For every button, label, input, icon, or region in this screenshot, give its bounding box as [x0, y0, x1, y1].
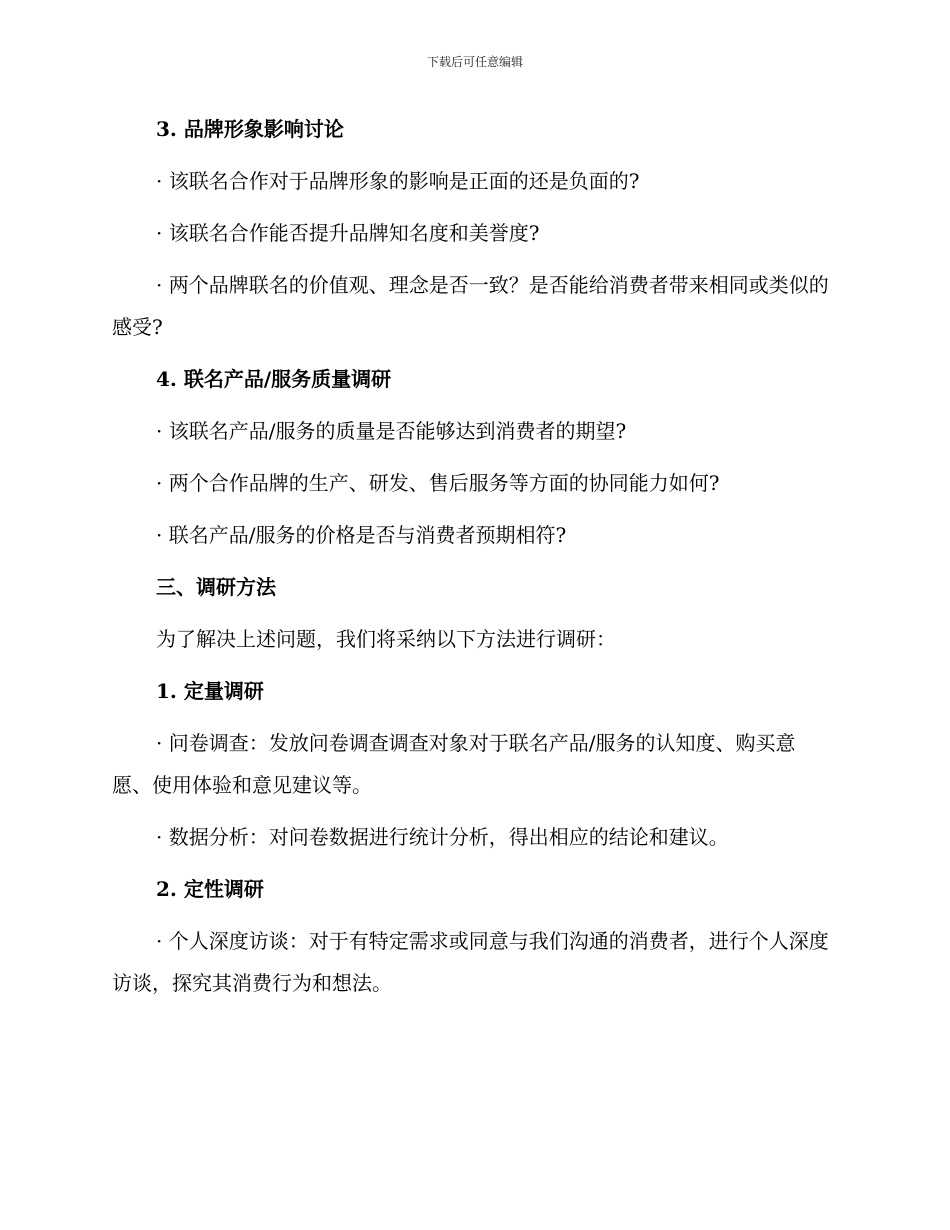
section-heading-qualitative: 2. 定性调研	[156, 877, 264, 901]
bullet-item: · 两个品牌联名的价值观、理念是否一致？是否能给消费者带来相同或类似的感受?	[112, 273, 829, 339]
bullet-item: · 问卷调查：发放问卷调查调查对象对于联名产品/服务的认知度、购买意愿、使用体验和意见建议等。	[112, 731, 796, 797]
bullet-item: · 该联名合作对于品牌形象的影响是正面的还是负面的?	[156, 169, 640, 193]
bullet-item: · 个人深度访谈：对于有特定需求或同意与我们沟通的消费者，进行个人深度访谈，探究其消费行为和想法。	[112, 929, 829, 995]
section-heading-research-methods: 三、调研方法	[156, 575, 276, 599]
body-paragraph: 为了解决上述问题，我们将采纳以下方法进行调研：	[156, 627, 616, 651]
section-heading-brand-image: 3. 品牌形象影响讨论	[156, 117, 344, 141]
bullet-item: · 该联名产品/服务的质量是否能够达到消费者的期望?	[156, 419, 627, 443]
bullet-item: · 数据分析：对问卷数据进行统计分析，得出相应的结论和建议。	[156, 825, 729, 849]
page-header: 下载后可任意编辑	[426, 55, 523, 69]
bullet-item: · 该联名合作能否提升品牌知名度和美誉度?	[156, 221, 540, 245]
section-heading-quantitative: 1. 定量调研	[156, 679, 264, 703]
bullet-item: · 两个合作品牌的生产、研发、售后服务等方面的协同能力如何?	[156, 471, 720, 495]
section-heading-product-quality: 4. 联名产品/服务质量调研	[156, 367, 392, 391]
document-body	[112, 108, 834, 1014]
bullet-item: · 联名产品/服务的价格是否与消费者预期相符?	[156, 523, 567, 547]
